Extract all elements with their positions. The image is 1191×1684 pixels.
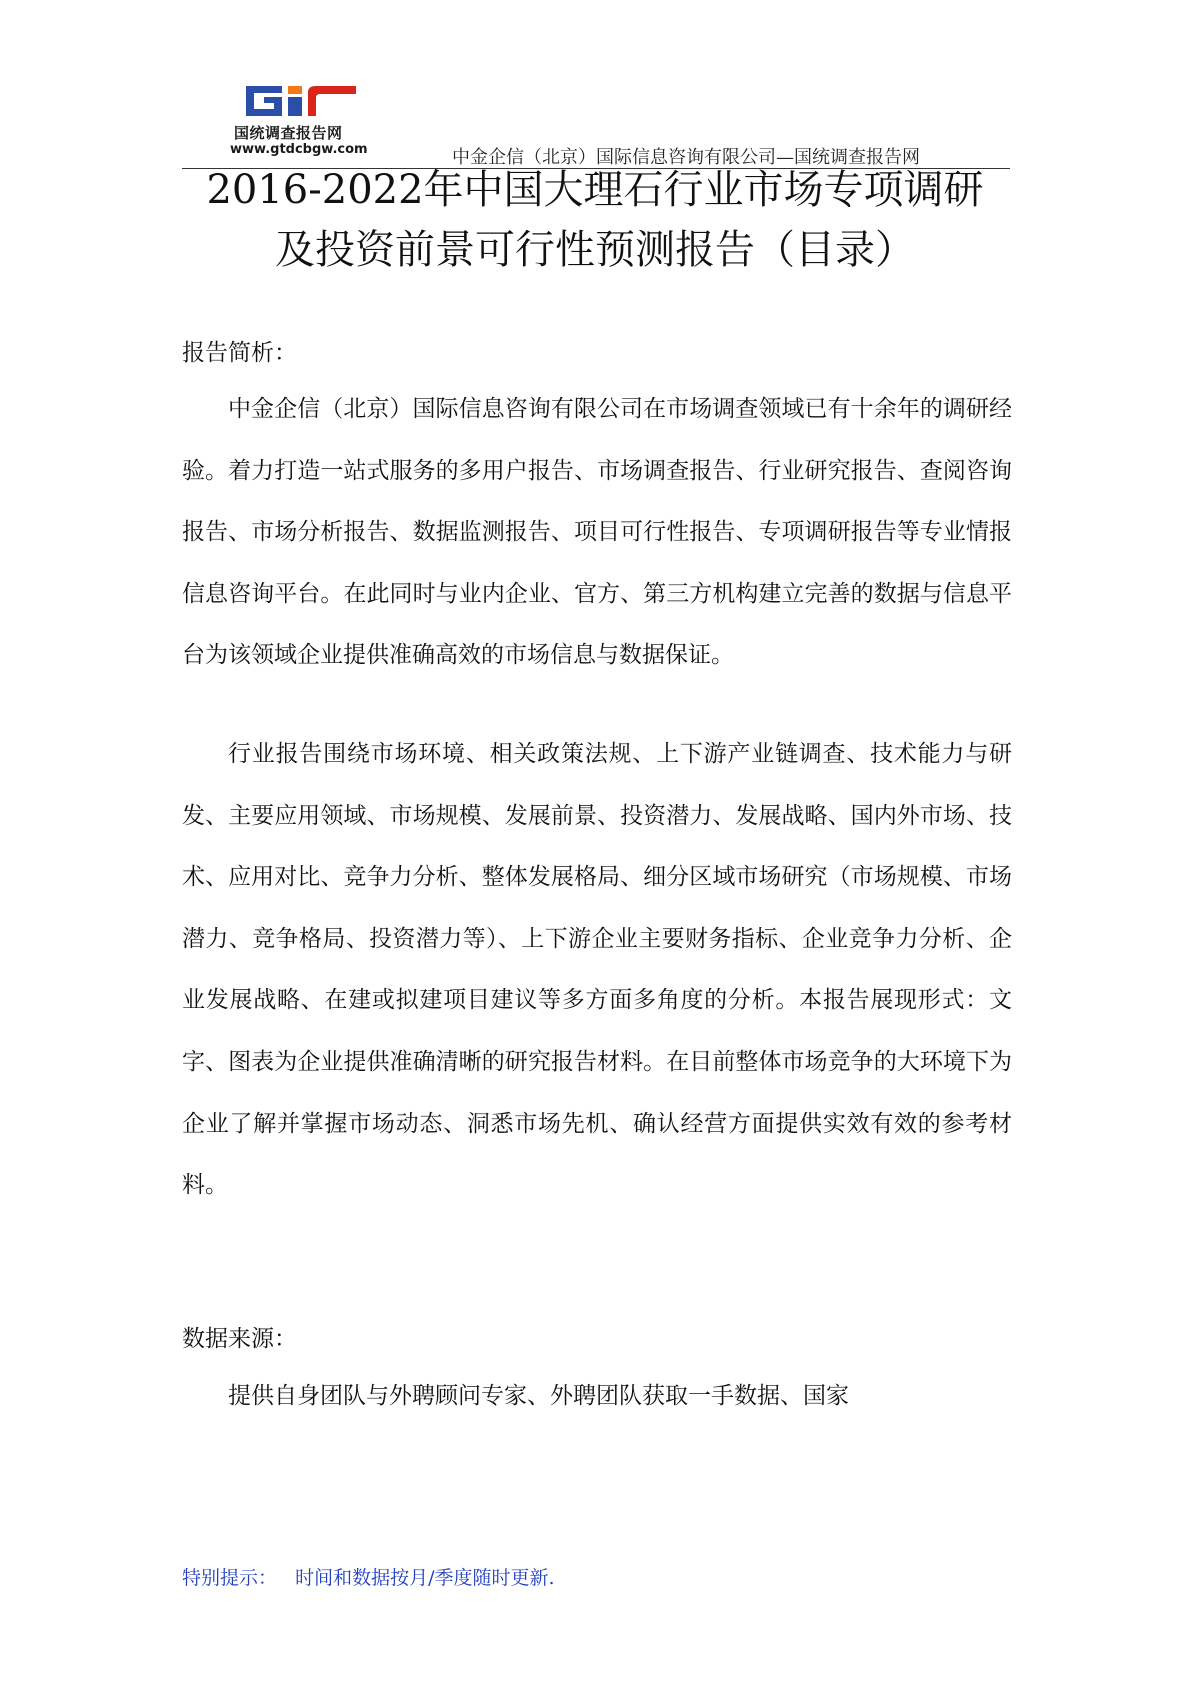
report-title-line-2: 及投资前景可行性预测报告（目录） bbox=[275, 227, 915, 273]
data-source-paragraph: 提供自身团队与外聘顾问专家、外聘团队获取一手数据、国家 bbox=[228, 1383, 849, 1409]
footer-special-note: 特别提示： 时间和数据按月/季度随时更新. bbox=[182, 1567, 555, 1589]
header-company-name: 中金企信（北京）国际信息咨询有限公司—国统调查报告网 bbox=[452, 147, 920, 168]
data-source-label: 数据来源： bbox=[182, 1326, 297, 1352]
report-overview-paragraph-2: 行业报告围绕市场环境、相关政策法规、上下游产业链调查、技术能力与研发、主要应用领域、市场规模、发展前景、投资潜力、发展战略、国内外市场、技术、应用对比、竞争力分析、整体发展格局、细分区域市场研究（市场规模、市场潜力、竞争格局、投资潜力等）、上下游企业主要财务指标、企业竞争力分析、企业发展战略、在建或拟建项目建议等多方面多角度的分析。本报告展现形式：文字、图表为企业提供准确清晰的研究报告材料。在目前整体市场竞争的大环境下为企业了解并掌握市场动态、洞悉市场先机、确认经营方面提供实效有效的参考材料。 bbox=[182, 741, 1012, 1199]
logo-site-name: 国统调查报告网 bbox=[234, 124, 343, 142]
report-title-line-1: 2016-2022年中国大理石行业市场专项调研 bbox=[206, 167, 984, 213]
logo-site-url: www.gtdcbgw.com bbox=[230, 142, 368, 157]
report-title bbox=[150, 160, 1040, 280]
report-overview-label: 报告简析： bbox=[182, 340, 297, 366]
company-logo bbox=[230, 82, 380, 160]
report-overview-paragraph-1: 中金企信（北京）国际信息咨询有限公司在市场调查领域已有十余年的调研经验。着力打造一站式服务的多用户报告、市场调查报告、行业研究报告、查阅咨询报告、市场分析报告、数据监测报告、项目可行性报告、专项调研报告等专业情报信息咨询平台。在此同时与业内企业、官方、第三方机构建立完善的数据与信息平台为该领域企业提供准确高效的市场信息与数据保证。 bbox=[182, 396, 1012, 669]
gtdcbgw-logo-icon bbox=[242, 82, 360, 120]
